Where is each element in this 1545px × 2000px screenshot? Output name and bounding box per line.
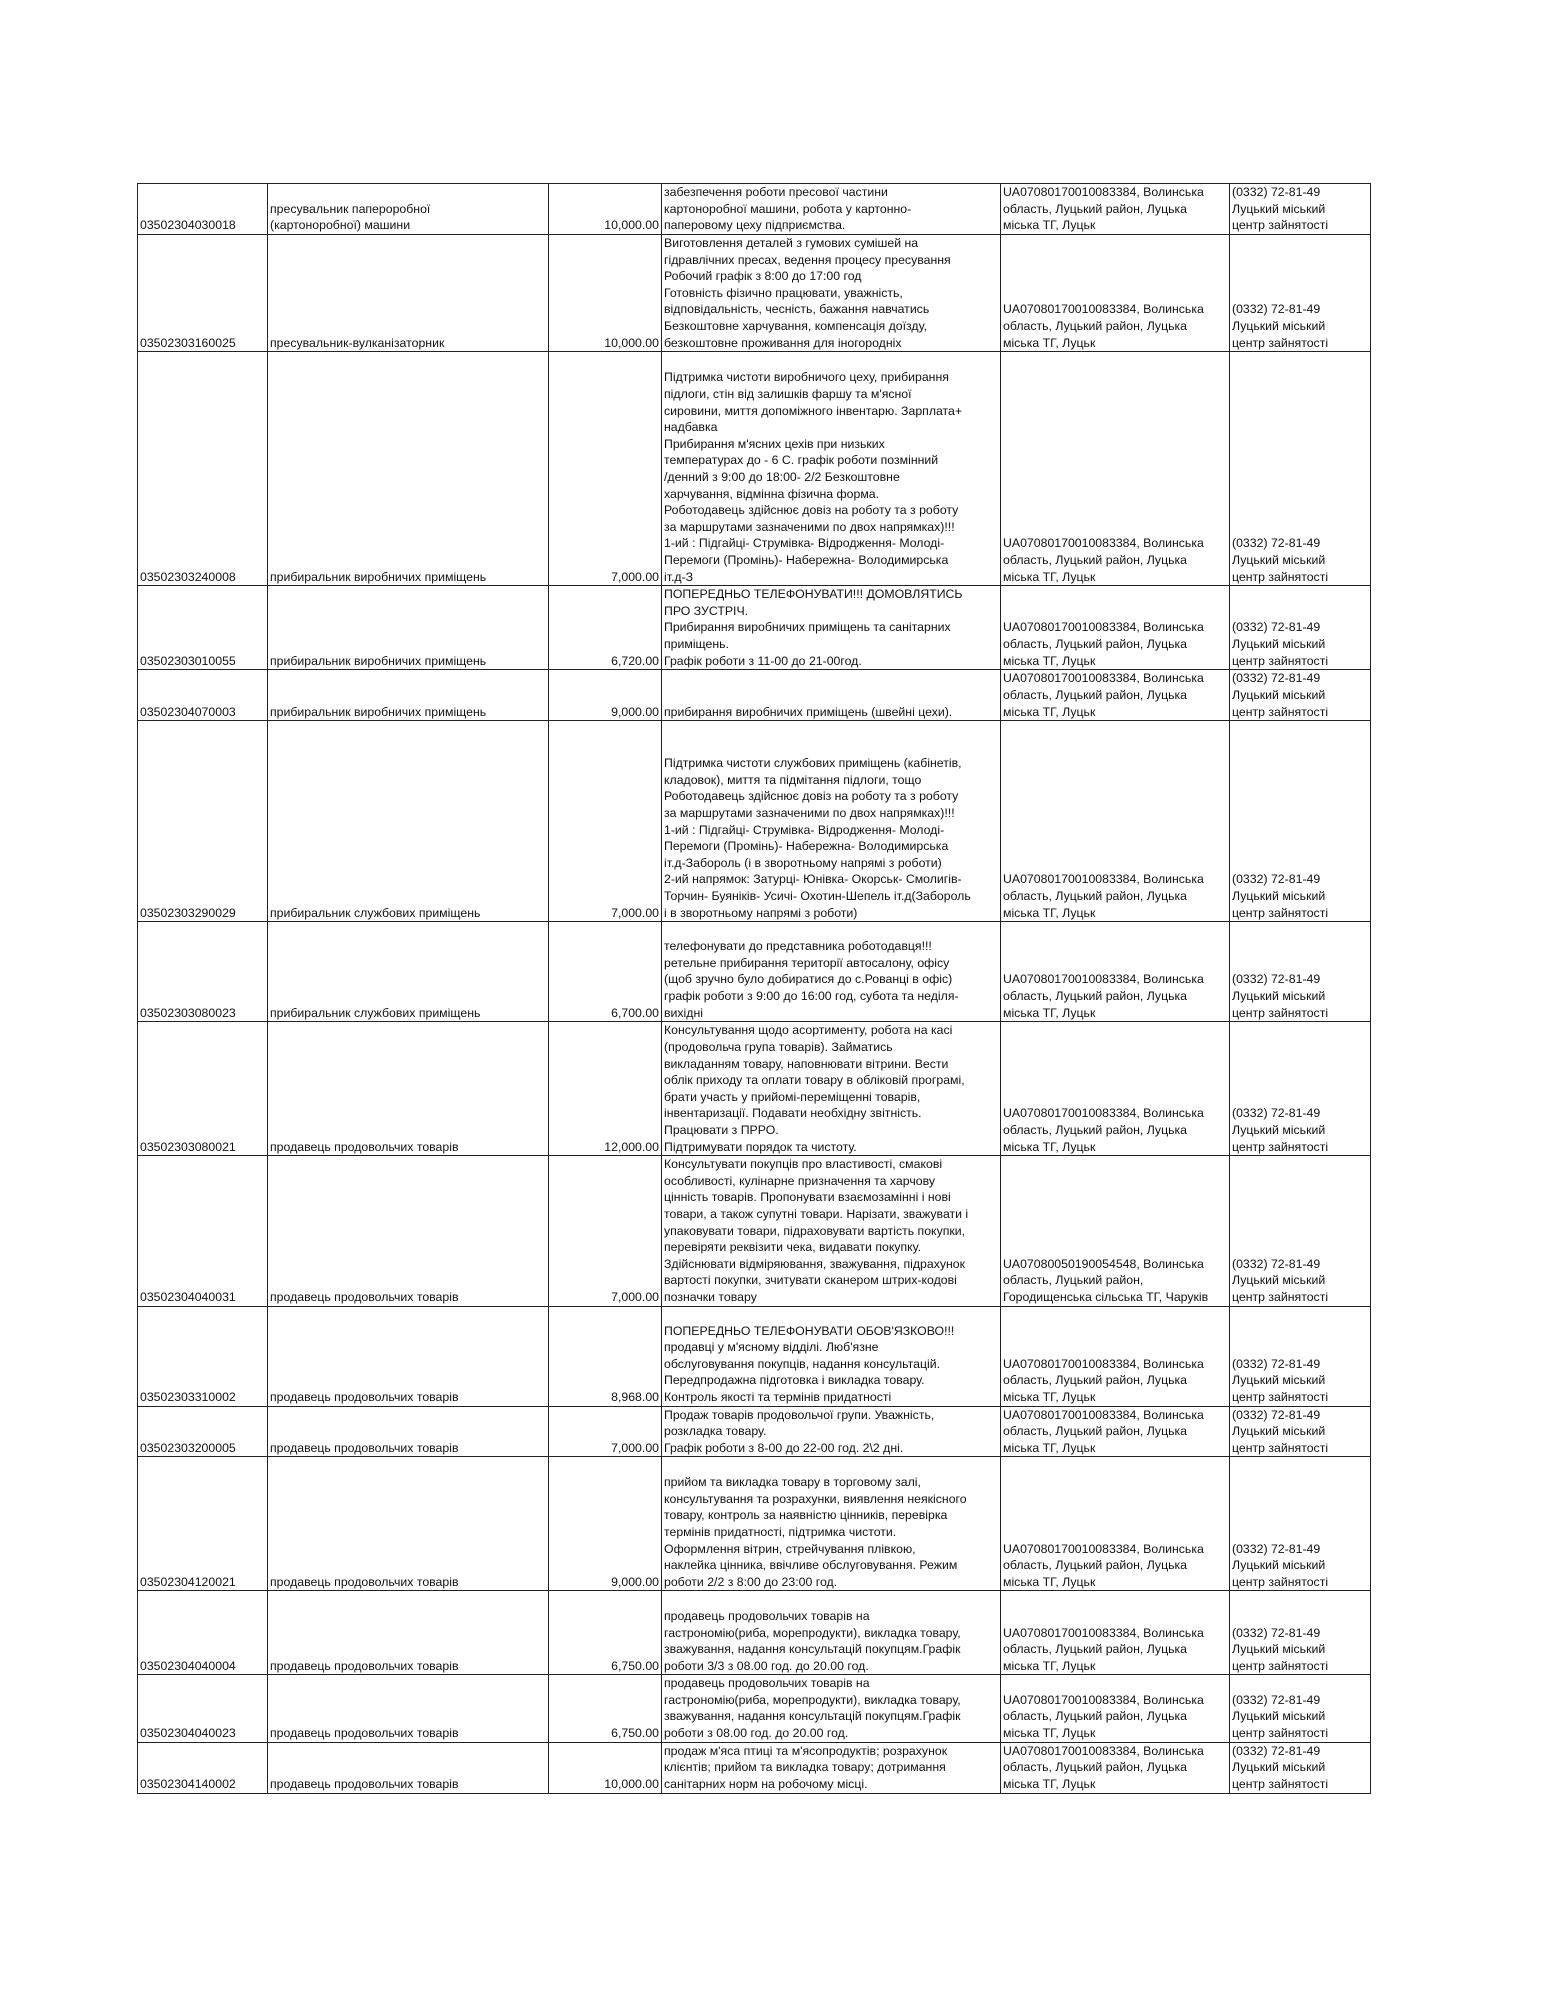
salary-value: 6,750.00	[549, 1675, 662, 1742]
salary-value: 10,000.00	[549, 235, 662, 352]
vacancy-code: 03502304040004	[138, 1591, 268, 1675]
table-row	[138, 352, 1371, 586]
job-description: продавець продовольчих товарів на гастрономію(риба, морепродукти), викладка товару, зважування, надання консультацій покупцям.Графік роботи 3/3 з 08.00 год. до 20.00 год.	[662, 1591, 1001, 1675]
contact-info: (0332) 72-81-49 Луцький міський центр зайнятості	[1230, 670, 1371, 721]
job-description: телефонувати до представника роботодавця!!! ретельне прибирання території автосалону, офісу (щоб зручно було добиратися до с.Рованці в офіс) графік роботи з 9:00 до 16:00 год, субота та неділя- вихідні	[662, 922, 1001, 1022]
profession-name: прибиральник службових приміщень	[268, 922, 549, 1022]
table-row	[138, 721, 1371, 922]
contact-info: (0332) 72-81-49 Луцький міський центр зайнятості	[1230, 1742, 1371, 1793]
contact-info: (0332) 72-81-49 Луцький міський центр зайнятості	[1230, 1306, 1371, 1406]
salary-value: 9,000.00	[549, 1457, 662, 1591]
vacancy-code: 03502303160025	[138, 235, 268, 352]
workplace-address: UA07080170010083384, Волинська область, Луцький район, Луцька міська ТГ, Луцьк	[1001, 721, 1230, 922]
job-description: прийом та викладка товару в торговому залі, консультування та розрахунки, виявлення неякісного товару, контроль за наявністю цінників, перевірка термінів придатності, підтримка чистоти. Оформлення вітрин, стрейчування плівкою, наклейка цінника, ввічливе обслуговування. Режим роботи 2/2 з 8:00 до 23:00 год.	[662, 1457, 1001, 1591]
workplace-address: UA07080170010083384, Волинська область, Луцький район, Луцька міська ТГ, Луцьк	[1001, 586, 1230, 670]
table-row	[138, 922, 1371, 1022]
workplace-address: UA07080170010083384, Волинська область, Луцький район, Луцька міська ТГ, Луцьк	[1001, 1457, 1230, 1591]
vacancy-code: 03502303080021	[138, 1022, 268, 1156]
profession-name: прибиральник службових приміщень	[268, 721, 549, 922]
salary-value: 12,000.00	[549, 1022, 662, 1156]
salary-value: 9,000.00	[549, 670, 662, 721]
workplace-address: UA07080170010083384, Волинська область, Луцький район, Луцька міська ТГ, Луцьк	[1001, 352, 1230, 586]
profession-name: продавець продовольчих товарів	[268, 1457, 549, 1591]
job-description: Продаж товарів продовольчої групи. Уважність, розкладка товару. Графік роботи з 8-00 до 22-00 год. 2\2 дні.	[662, 1406, 1001, 1457]
profession-name: продавець продовольчих товарів	[268, 1022, 549, 1156]
vacancy-code: 03502304030018	[138, 184, 268, 235]
job-description: Консультування щодо асортименту, робота на касі (продовольча група товарів). Займатись викладанням товару, наповнювати вітрини. Вести облік приходу та оплати товару в обліковій програмі, брати участь у прийомі-переміщенні товарів, інвентаризації. Подавати необхідну звітність. Працювати з ПРРО. Підтримувати порядок та чистоту.	[662, 1022, 1001, 1156]
job-description: продаж м'яса птиці та м'ясопродуктів; розрахунок клієнтів; прийом та викладка товару; дотримання санітарних норм на робочому місці.	[662, 1742, 1001, 1793]
workplace-address: UA07080050190054548, Волинська область, Луцький район, Городищенська сільська ТГ, Чаруків	[1001, 1156, 1230, 1306]
contact-info: (0332) 72-81-49 Луцький міський центр зайнятості	[1230, 721, 1371, 922]
job-description: Виготовлення деталей з гумових сумішей на гідравлічних пресах, ведення процесу пресування Робочий графік з 8:00 до 17:00 год Готовність фізично працювати, уважність, відповідальність, чесність, бажання навчатись Безкоштовне харчування, компенсація доїзду, безкоштовне проживання для іногородніх	[662, 235, 1001, 352]
table-row	[138, 670, 1371, 721]
job-description: Консультувати покупців про властивості, смакові особливості, кулінарне призначення та харчову цінність товарів. Пропонувати взаємозамінні і нові товари, а також супутні товари. Нарізати, зважувати і упаковувати товари, підраховувати вартість покупки, перевіряти реквізити чека, видавати покупку. Здійснювати відміряювання, зважування, підрахунок вартості покупки, зчитувати сканером штрих-кодові позначки товару	[662, 1156, 1001, 1306]
profession-name: пресувальник папероробної (картоноробної) машини	[268, 184, 549, 235]
job-description: прибирання виробничих приміщень (швейні цехи).	[662, 670, 1001, 721]
profession-name: продавець продовольчих товарів	[268, 1742, 549, 1793]
job-description: Підтримка чистоти службових приміщень (кабінетів, кладовок), миття та підмітання підлоги, тощо Роботодавець здійснює довіз на роботу та з роботу за маршрутами зазначеними по двох напрямках)!!! 1-ий : Підгайці- Струмівка- Відродження- Молоді- Перемоги (Промінь)- Набережна- Володимирська іт.д-Забороль (і в зворотньому напрямі з роботи) 2-ий напрямок: Затурці- Юнівка- Окорськ- Смолигів- Торчин- Буяніків- Усичі- Охотин-Шепель іт.д(Забороль і в зворотньому напрямі з роботи)	[662, 721, 1001, 922]
workplace-address: UA07080170010083384, Волинська область, Луцький район, Луцька міська ТГ, Луцьк	[1001, 922, 1230, 1022]
vacancy-code: 03502303290029	[138, 721, 268, 922]
profession-name: продавець продовольчих товарів	[268, 1406, 549, 1457]
vacancies-table-body	[138, 184, 1371, 1794]
vacancy-code: 03502304120021	[138, 1457, 268, 1591]
vacancies-table	[137, 183, 1371, 1794]
table-row	[138, 1022, 1371, 1156]
profession-name: продавець продовольчих товарів	[268, 1156, 549, 1306]
salary-value: 6,720.00	[549, 586, 662, 670]
workplace-address: UA07080170010083384, Волинська область, Луцький район, Луцька міська ТГ, Луцьк	[1001, 1591, 1230, 1675]
table-row	[138, 1457, 1371, 1591]
workplace-address: UA07080170010083384, Волинська область, Луцький район, Луцька міська ТГ, Луцьк	[1001, 1306, 1230, 1406]
workplace-address: UA07080170010083384, Волинська область, Луцький район, Луцька міська ТГ, Луцьк	[1001, 184, 1230, 235]
profession-name: прибиральник виробничих приміщень	[268, 586, 549, 670]
contact-info: (0332) 72-81-49 Луцький міський центр зайнятості	[1230, 352, 1371, 586]
workplace-address: UA07080170010083384, Волинська область, Луцький район, Луцька міська ТГ, Луцьк	[1001, 1742, 1230, 1793]
salary-value: 10,000.00	[549, 1742, 662, 1793]
salary-value: 8,968.00	[549, 1306, 662, 1406]
workplace-address: UA07080170010083384, Волинська область, Луцький район, Луцька міська ТГ, Луцьк	[1001, 1406, 1230, 1457]
profession-name: пресувальник-вулканізаторник	[268, 235, 549, 352]
table-row	[138, 1742, 1371, 1793]
job-description: ПОПЕРЕДНЬО ТЕЛЕФОНУВАТИ!!! ДОМОВЛЯТИСЬ ПРО ЗУСТРІЧ. Прибирання виробничих приміщень та санітарних приміщень. Графік роботи з 11-00 до 21-00год.	[662, 586, 1001, 670]
table-row	[138, 184, 1371, 235]
table-row	[138, 1675, 1371, 1742]
profession-name: продавець продовольчих товарів	[268, 1306, 549, 1406]
job-description: ПОПЕРЕДНЬО ТЕЛЕФОНУВАТИ ОБОВ'ЯЗКОВО!!! продавці у м'ясному відділі. Люб'язне обслуговування покупців, надання консультацій. Передпродажна підготовка і викладка товару. Контроль якості та термінів придатності	[662, 1306, 1001, 1406]
contact-info: (0332) 72-81-49 Луцький міський центр зайнятості	[1230, 1406, 1371, 1457]
vacancy-code: 03502303010055	[138, 586, 268, 670]
table-row	[138, 586, 1371, 670]
salary-value: 10,000.00	[549, 184, 662, 235]
workplace-address: UA07080170010083384, Волинська область, Луцький район, Луцька міська ТГ, Луцьк	[1001, 235, 1230, 352]
vacancy-code: 03502304040023	[138, 1675, 268, 1742]
vacancy-code: 03502303080023	[138, 922, 268, 1022]
vacancy-code: 03502303200005	[138, 1406, 268, 1457]
workplace-address: UA07080170010083384, Волинська область, Луцький район, Луцька міська ТГ, Луцьк	[1001, 670, 1230, 721]
profession-name: продавець продовольчих товарів	[268, 1675, 549, 1742]
table-row	[138, 235, 1371, 352]
salary-value: 6,750.00	[549, 1591, 662, 1675]
contact-info: (0332) 72-81-49 Луцький міський центр зайнятості	[1230, 1591, 1371, 1675]
table-row	[138, 1156, 1371, 1306]
salary-value: 7,000.00	[549, 721, 662, 922]
salary-value: 7,000.00	[549, 352, 662, 586]
workplace-address: UA07080170010083384, Волинська область, Луцький район, Луцька міська ТГ, Луцьк	[1001, 1675, 1230, 1742]
vacancy-code: 03502303310002	[138, 1306, 268, 1406]
vacancy-code: 03502304040031	[138, 1156, 268, 1306]
table-row	[138, 1406, 1371, 1457]
contact-info: (0332) 72-81-49 Луцький міський центр зайнятості	[1230, 586, 1371, 670]
job-description: забезпечення роботи пресової частини картоноробної машини, робота у картонно- паперовому цеху підприємства.	[662, 184, 1001, 235]
contact-info: (0332) 72-81-49 Луцький міський центр зайнятості	[1230, 1156, 1371, 1306]
job-description: Підтримка чистоти виробничого цеху, прибирання підлоги, стін від залишків фаршу та м'ясної сировини, миття допоміжного інвентарю. Зарплата+ надбавка Прибирання м'ясних цехів при низьких температурах до - 6 С. графік роботи позмінний /денний з 9:00 до 18:00- 2/2 Безкоштовне харчування, відмінна фізична форма. Роботодавець здійснює довіз на роботу та з роботу за маршрутами зазначеними по двох напрямках)!!! 1-ий : Підгайці- Струмівка- Відродження- Молоді- Перемоги (Промінь)- Набережна- Володимирська іт.д-З	[662, 352, 1001, 586]
contact-info: (0332) 72-81-49 Луцький міський центр зайнятості	[1230, 235, 1371, 352]
contact-info: (0332) 72-81-49 Луцький міський центр зайнятості	[1230, 1675, 1371, 1742]
contact-info: (0332) 72-81-49 Луцький міський центр зайнятості	[1230, 1457, 1371, 1591]
salary-value: 7,000.00	[549, 1406, 662, 1457]
salary-value: 6,700.00	[549, 922, 662, 1022]
profession-name: прибиральник виробничих приміщень	[268, 352, 549, 586]
contact-info: (0332) 72-81-49 Луцький міський центр зайнятості	[1230, 184, 1371, 235]
contact-info: (0332) 72-81-49 Луцький міський центр зайнятості	[1230, 922, 1371, 1022]
profession-name: прибиральник виробничих приміщень	[268, 670, 549, 721]
salary-value: 7,000.00	[549, 1156, 662, 1306]
contact-info: (0332) 72-81-49 Луцький міський центр зайнятості	[1230, 1022, 1371, 1156]
workplace-address: UA07080170010083384, Волинська область, Луцький район, Луцька міська ТГ, Луцьк	[1001, 1022, 1230, 1156]
job-description: продавець продовольчих товарів на гастрономію(риба, морепродукти), викладка товару, зважування, надання консультацій покупцям.Графік роботи з 08.00 год. до 20.00 год.	[662, 1675, 1001, 1742]
profession-name: продавець продовольчих товарів	[268, 1591, 549, 1675]
table-row	[138, 1306, 1371, 1406]
table-row	[138, 1591, 1371, 1675]
vacancy-code: 03502304070003	[138, 670, 268, 721]
vacancy-code: 03502304140002	[138, 1742, 268, 1793]
vacancy-code: 03502303240008	[138, 352, 268, 586]
